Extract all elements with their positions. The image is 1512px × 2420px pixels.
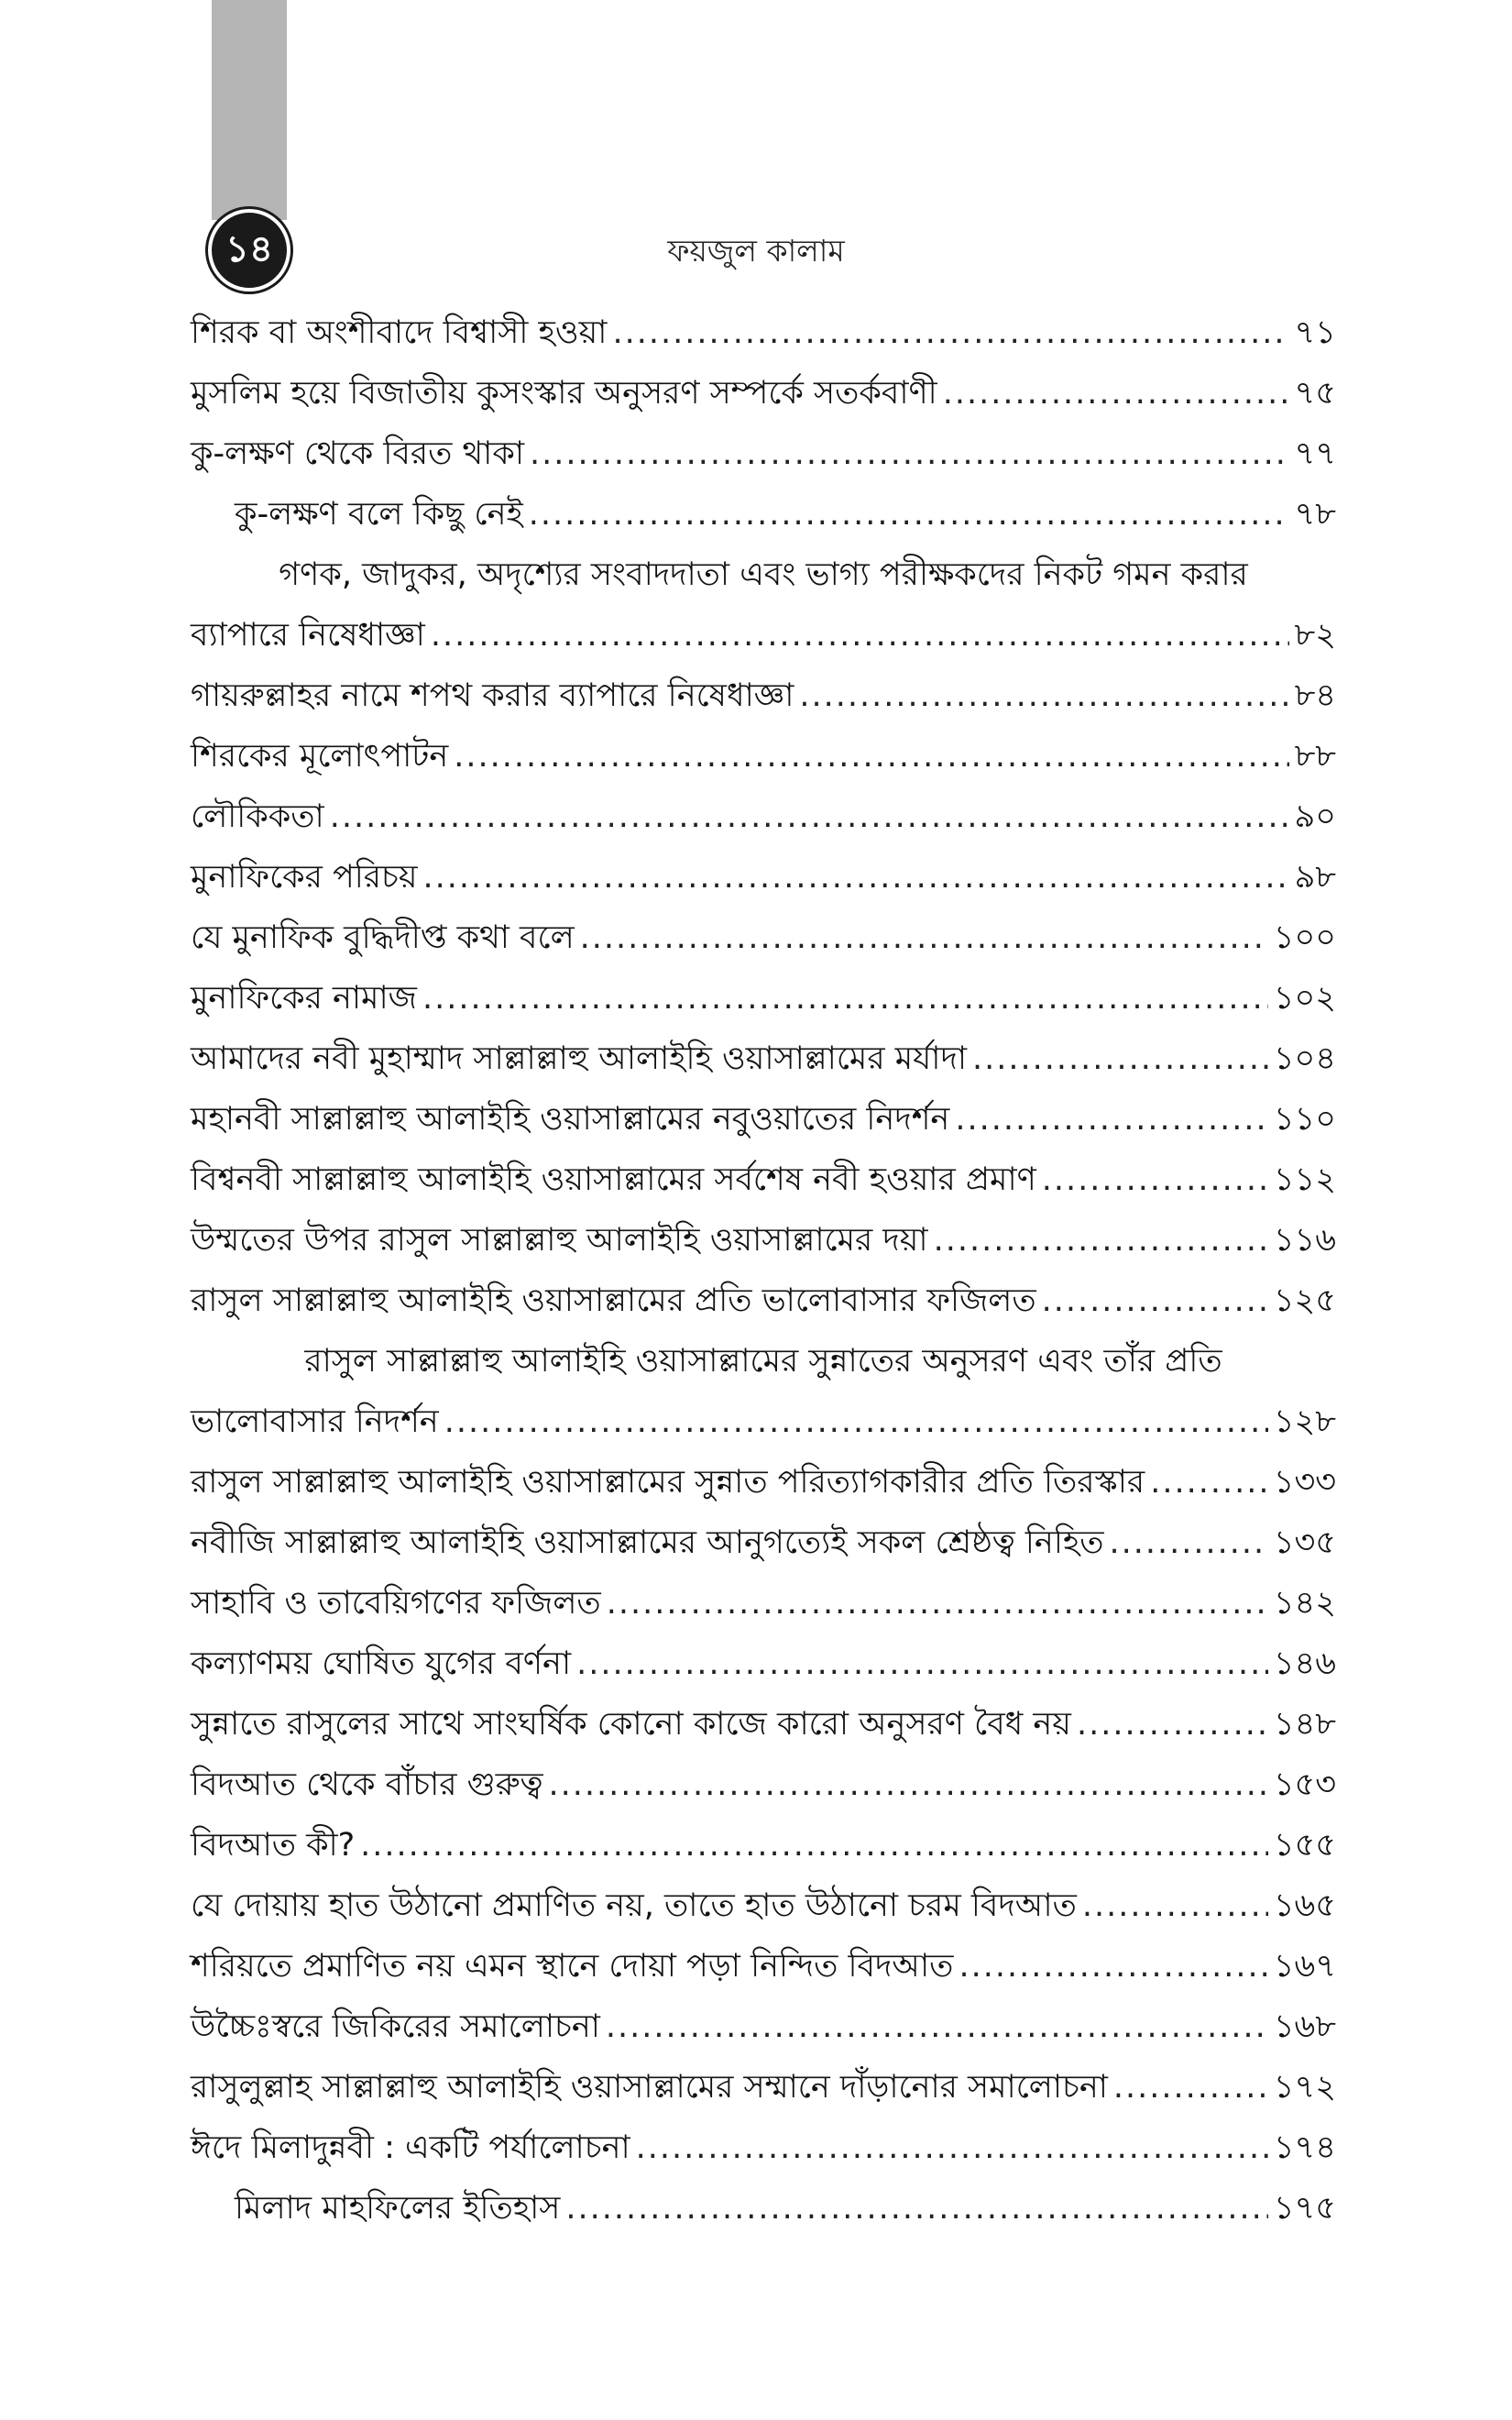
dot-leader <box>934 1210 1268 1270</box>
toc-entry[interactable] <box>191 363 1336 424</box>
dot-leader <box>636 2118 1268 2178</box>
toc-entry[interactable] <box>191 666 1336 726</box>
toc-entry-page: ১৪৮ <box>1273 1706 1336 1743</box>
toc-entry-page: ১১২ <box>1273 1161 1336 1198</box>
dot-leader <box>548 1754 1267 1815</box>
toc-entry-page: ১৬৭ <box>1273 1948 1336 1985</box>
toc-entry-page: ১২৫ <box>1273 1282 1336 1319</box>
toc-entry[interactable] <box>191 1573 1336 1634</box>
dot-leader <box>943 363 1289 424</box>
toc-entry-page: ১৪৬ <box>1273 1645 1336 1682</box>
toc-entry-title: উচ্চৈঃস্বরে জিকিরের সমালোচনা <box>191 2008 600 2045</box>
toc-entry[interactable] <box>191 605 1336 666</box>
dot-leader <box>530 424 1289 484</box>
table-of-contents <box>191 302 1336 2238</box>
toc-entry-page: ৯০ <box>1294 798 1336 835</box>
dot-leader <box>529 484 1289 544</box>
toc-entry-page: ১৬৫ <box>1273 1887 1336 1924</box>
dot-leader <box>1113 2057 1268 2118</box>
toc-entry-title: সুন্নাতে রাসুলের সাথে সাংঘর্ষিক কোনো কাজে কারো অনুসরণ বৈধ নয় <box>191 1706 1071 1743</box>
dot-leader <box>444 1392 1268 1452</box>
toc-entry-title: মহানবী সাল্লাল্লাহু আলাইহি ওয়াসাল্লামের নবুওয়াতের নিদর্শন <box>191 1101 950 1138</box>
toc-entry[interactable] <box>191 1694 1336 1754</box>
toc-entry-page: ১০০ <box>1273 919 1336 956</box>
toc-entry-title: মুনাফিকের নামাজ <box>191 980 417 1017</box>
toc-entry[interactable] <box>191 1754 1336 1815</box>
toc-entry-page: ১৩৩ <box>1273 1464 1336 1501</box>
toc-entry-page: ১০২ <box>1273 980 1336 1017</box>
dot-leader <box>955 1089 1268 1150</box>
toc-entry-page: ৭৭ <box>1294 435 1336 472</box>
toc-entry-page: ৮৪ <box>1294 677 1336 714</box>
toc-entry-title: মুসলিম হয়ে বিজাতীয় কুসংস্কার অনুসরণ সম্পর্কে সতর্কবাণী <box>191 375 937 412</box>
dot-leader <box>1077 1694 1268 1754</box>
dot-leader <box>972 1028 1268 1089</box>
toc-entry-title: যে মুনাফিক বুদ্ধিদীপ্ত কথা বলে <box>191 919 575 956</box>
dot-leader <box>607 1573 1268 1634</box>
dot-leader <box>606 1996 1268 2057</box>
toc-entry[interactable] <box>191 786 1336 847</box>
toc-entry-page: ৭৫ <box>1294 375 1336 412</box>
toc-entry-title: নবীজি সাল্লাল্লাহু আলাইহি ওয়াসাল্লামের আনুগত্যেই সকল শ্রেষ্ঠত্ব নিহিত <box>191 1524 1104 1561</box>
toc-entry[interactable] <box>191 1089 1336 1150</box>
dot-leader <box>576 1634 1268 1694</box>
toc-entry-title: শরিয়তে প্রমাণিত নয় এমন স্থানে দোয়া পড়া নিন্দিত বিদআত <box>191 1948 954 1985</box>
toc-entry-title: সাহাবি ও তাবেয়িগণের ফজিলত <box>191 1585 601 1622</box>
toc-entry-page: ১৬৮ <box>1273 2008 1336 2045</box>
toc-entry-title: ভালোবাসার নিদর্শন <box>191 1403 439 1440</box>
toc-entry-title: কল্যাণময় ঘোষিত যুগের বর্ণনা <box>191 1645 572 1682</box>
toc-entry-title: মুনাফিকের পরিচয় <box>191 859 418 896</box>
toc-entry-title: ঈদে মিলাদুন্নবী : একটি পর্যালোচনা <box>191 2129 630 2166</box>
toc-entry-title: উম্মতের উপর রাসুল সাল্লাল্লাহু আলাইহি ওয়াসাল্লামের দয়া <box>191 1222 928 1259</box>
toc-entry-title: রাসুল সাল্লাল্লাহু আলাইহি ওয়াসাল্লামের সুন্নাত পরিত্যাগকারীর প্রতি তিরস্কার <box>191 1464 1145 1501</box>
toc-entry-title: শিরকের মূলোৎপাটন <box>191 738 449 775</box>
toc-entry-page: ১২৮ <box>1273 1403 1336 1440</box>
toc-entry-title: যে দোয়ায় হাত উঠানো প্রমাণিত নয়, তাতে হাত উঠানো চরম বিদআত <box>191 1887 1077 1924</box>
toc-entry-title: ব্যাপারে নিষেধাজ্ঞা <box>191 617 425 654</box>
toc-entry[interactable] <box>191 726 1336 786</box>
toc-subentry[interactable] <box>191 484 1336 544</box>
toc-entry[interactable] <box>191 847 1336 908</box>
toc-entry-title: শিরক বা অংশীবাদে বিশ্বাসী হওয়া <box>191 314 608 351</box>
toc-entry[interactable] <box>191 1270 1336 1331</box>
toc-entry-title: গায়রুল্লাহর নামে শপথ করার ব্যাপারে নিষেধাজ্ঞা <box>191 677 794 714</box>
toc-entry-title: রাসুল সাল্লাল্লাহু আলাইহি ওয়াসাল্লামের প্রতি ভালোবাসার ফজিলত <box>191 1282 1036 1319</box>
dot-leader <box>454 726 1288 786</box>
toc-entry-title: বিশ্বনবী সাল্লাল্লাহু আলাইহি ওয়াসাল্লামের সর্বশেষ নবী হওয়ার প্রমাণ <box>191 1161 1036 1198</box>
toc-entry[interactable] <box>191 1392 1336 1452</box>
toc-entry[interactable] <box>191 968 1336 1028</box>
toc-entry-page: ১৩৫ <box>1273 1524 1336 1561</box>
toc-entry[interactable] <box>191 1028 1336 1089</box>
toc-entry[interactable] <box>191 908 1336 968</box>
toc-entry-title: বিদআত থেকে বাঁচার গুরুত্ব <box>191 1766 543 1803</box>
toc-entry[interactable] <box>191 1452 1336 1512</box>
toc-entry-page: ১০৪ <box>1273 1040 1336 1077</box>
toc-entry[interactable] <box>191 1634 1336 1694</box>
chapter-tab-strip <box>212 0 287 220</box>
toc-entry[interactable] <box>191 1876 1336 1936</box>
toc-entry-title: মিলাদ মাহফিলের ইতিহাস <box>235 2190 561 2227</box>
dot-leader <box>422 968 1268 1028</box>
dot-leader <box>1109 1512 1267 1573</box>
toc-entry-title: বিদআত কী? <box>191 1827 356 1864</box>
toc-entry-title: কু-লক্ষণ থেকে বিরত থাকা <box>191 435 524 472</box>
toc-entry-title: আমাদের নবী মুহাম্মাদ সাল্লাল্লাহু আলাইহি ওয়াসাল্লামের মর্যাদা <box>191 1040 967 1077</box>
toc-entry-title: রাসুলুল্লাহ সাল্লাল্লাহু আলাইহি ওয়াসাল্লামের সম্মানে দাঁড়ানোর সমালোচনা <box>191 2069 1108 2106</box>
toc-entry[interactable] <box>191 1996 1336 2057</box>
running-header-title: ফয়জুল কালাম <box>667 233 845 269</box>
toc-entry[interactable] <box>191 1936 1336 1996</box>
toc-entry-title: লৌকিকতা <box>191 798 324 835</box>
dot-leader <box>959 1936 1267 1996</box>
dot-leader <box>1042 1150 1268 1210</box>
toc-entry[interactable] <box>191 1150 1336 1210</box>
toc-entry-page: ৯৮ <box>1294 859 1336 896</box>
toc-entry-title-line1[interactable]: রাসুল সাল্লাল্লাহু আলাইহি ওয়াসাল্লামের সুন্নাতের অনুসরণ এবং তাঁর প্রতি <box>304 1343 1222 1380</box>
toc-entry[interactable] <box>191 1815 1336 1876</box>
toc-entry[interactable] <box>191 2057 1336 2118</box>
toc-entry-page: ৭১ <box>1294 314 1336 351</box>
dot-leader <box>612 302 1288 363</box>
toc-entry[interactable] <box>191 1210 1336 1270</box>
toc-entry-page: ১১০ <box>1273 1101 1336 1138</box>
dot-leader <box>580 908 1268 968</box>
toc-entry-page: ১৭৫ <box>1273 2190 1336 2227</box>
toc-entry[interactable] <box>191 2118 1336 2178</box>
toc-entry-page: ১৪২ <box>1273 1585 1336 1622</box>
toc-entry-page: ১৫৩ <box>1273 1766 1336 1803</box>
toc-entry[interactable] <box>191 302 1336 363</box>
toc-entry-page: ১৫৫ <box>1273 1827 1336 1864</box>
toc-entry-page: ১৭৪ <box>1273 2129 1336 2166</box>
toc-entry-title-line1[interactable]: গণক, জাদুকর, অদৃশ্যের সংবাদদাতা এবং ভাগ্য পরীক্ষকদের নিকট গমন করার <box>279 556 1248 593</box>
dot-leader <box>1082 1876 1268 1936</box>
dot-leader <box>565 2178 1267 2238</box>
dot-leader <box>330 786 1289 847</box>
dot-leader <box>1042 1270 1268 1331</box>
dot-leader <box>423 847 1289 908</box>
page-number-badge: ১৪ <box>208 209 290 292</box>
dot-leader <box>431 605 1289 666</box>
toc-subentry[interactable] <box>191 2178 1336 2238</box>
toc-entry[interactable] <box>191 1512 1336 1573</box>
toc-entry-page: ১১৬ <box>1273 1222 1336 1259</box>
dot-leader <box>1150 1452 1268 1512</box>
dot-leader <box>799 666 1288 726</box>
toc-entry[interactable] <box>191 424 1336 484</box>
dot-leader <box>360 1815 1268 1876</box>
toc-entry-title: কু-লক্ষণ বলে কিছু নেই <box>235 496 523 533</box>
toc-entry-page: ৭৮ <box>1294 496 1336 533</box>
toc-entry-page: ৮৮ <box>1294 738 1336 775</box>
toc-entry-page: ১৭২ <box>1273 2069 1336 2106</box>
toc-entry-page: ৮২ <box>1294 617 1336 654</box>
